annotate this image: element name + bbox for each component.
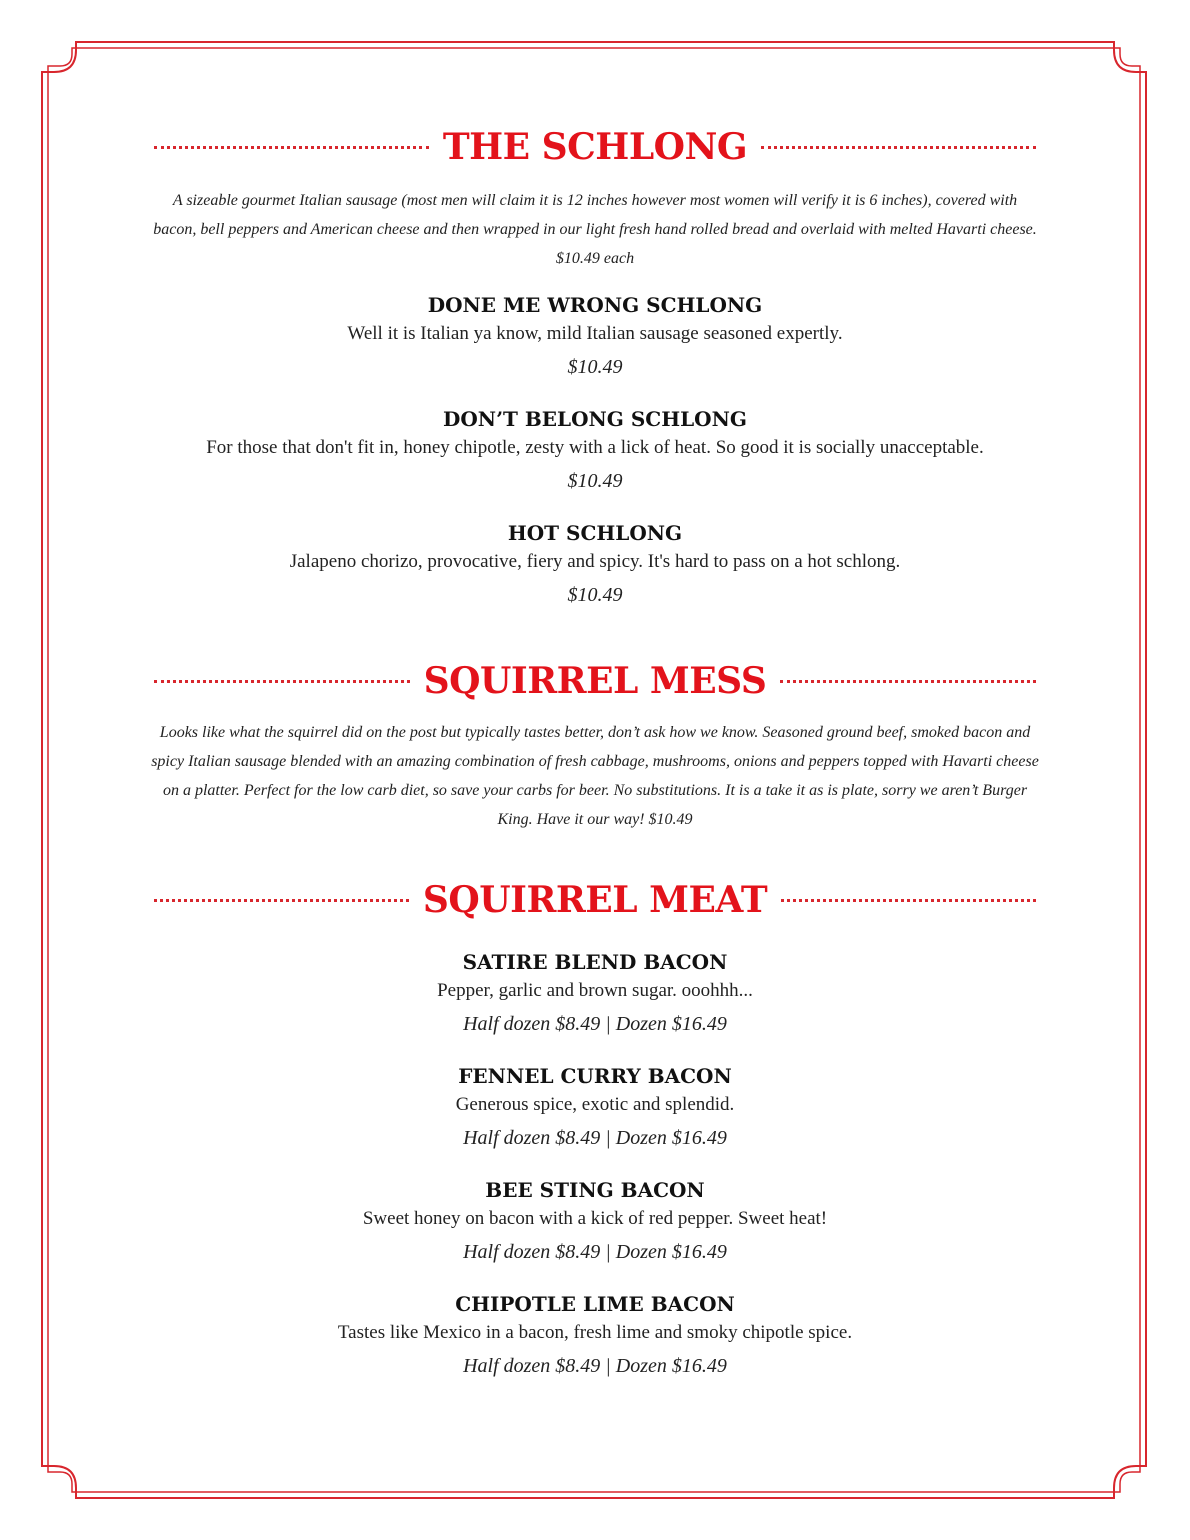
item-price: $10.49 (567, 584, 623, 606)
section-intro: Looks like what the squirrel did on the post but typically tastes better, don’t ask how we know. Seasoned ground beef, smoked bacon and spicy Italian sausage blended with an amazing combination of fresh cabbage, mushrooms, onions and peppers topped with Havarti cheese on a platter. Perfect for the low carb diet, so save your carbs for beer. No substitutions. It is a take it as is plate, sorry we aren’t Burger King. Have it our way! $10.49 (151, 724, 1039, 828)
dotted-rule-right (781, 899, 1036, 902)
dotted-rule-right (780, 680, 1036, 683)
item-price: $10.49 (567, 470, 623, 492)
item-description: For those that don't fit in, honey chipotle, zesty with a lick of heat. So good it is socially unacceptable. (206, 437, 984, 458)
menu-item (140, 1176, 1050, 1268)
item-price: $10.49 (567, 356, 623, 378)
menu-item (140, 405, 1050, 497)
item-name: BEE STING BACON (485, 1178, 705, 1202)
item-description: Generous spice, exotic and splendid. (455, 1094, 735, 1115)
item-price: Half dozen $8.49 | Dozen $16.49 (463, 1127, 727, 1149)
item-price: Half dozen $8.49 | Dozen $16.49 (463, 1241, 727, 1263)
item-description: Tastes like Mexico in a bacon, fresh lime and smoky chipotle spice. (337, 1322, 853, 1343)
menu-item (140, 519, 1050, 611)
dotted-rule-right (761, 146, 1036, 149)
item-name: HOT SCHLONG (507, 521, 683, 545)
section-title: THE SCHLONG (442, 126, 748, 168)
dotted-rule-left (154, 146, 429, 149)
section-header-squirrel-mess (140, 651, 1050, 711)
menu-item (140, 1062, 1050, 1154)
section-header-schlong (140, 117, 1050, 177)
item-name: DON’T BELONG SCHLONG (443, 407, 747, 431)
item-name: CHIPOTLE LIME BACON (455, 1292, 735, 1316)
section-title: SQUIRREL MEAT (422, 879, 768, 921)
menu-item (140, 948, 1050, 1040)
item-name: SATIRE BLEND BACON (462, 950, 728, 974)
item-price: Half dozen $8.49 | Dozen $16.49 (463, 1355, 727, 1377)
dotted-rule-left (154, 899, 409, 902)
item-description: Well it is Italian ya know, mild Italian sausage seasoned expertly. (347, 323, 843, 344)
menu-item (140, 1290, 1050, 1382)
item-name: DONE ME WRONG SCHLONG (427, 293, 763, 317)
item-description: Jalapeno chorizo, provocative, fiery and spicy. It's hard to pass on a hot schlong. (289, 551, 901, 572)
section-intro: A sizeable gourmet Italian sausage (most men will claim it is 12 inches however most women will verify it is 6 inches), covered with bacon, bell peppers and American cheese and then wrapped in our light fresh hand rolled bread and overlaid with melted Havarti cheese. $10.49 each (153, 192, 1037, 267)
item-name: FENNEL CURRY BACON (458, 1064, 732, 1088)
item-price: Half dozen $8.49 | Dozen $16.49 (463, 1013, 727, 1035)
item-description: Sweet honey on bacon with a kick of red pepper. Sweet heat! (362, 1208, 828, 1229)
dotted-rule-left (154, 680, 410, 683)
menu-item (140, 291, 1050, 383)
item-description: Pepper, garlic and brown sugar. ooohhh... (437, 980, 753, 1001)
section-title: SQUIRREL MESS (423, 660, 767, 702)
section-header-squirrel-meat (140, 870, 1050, 930)
